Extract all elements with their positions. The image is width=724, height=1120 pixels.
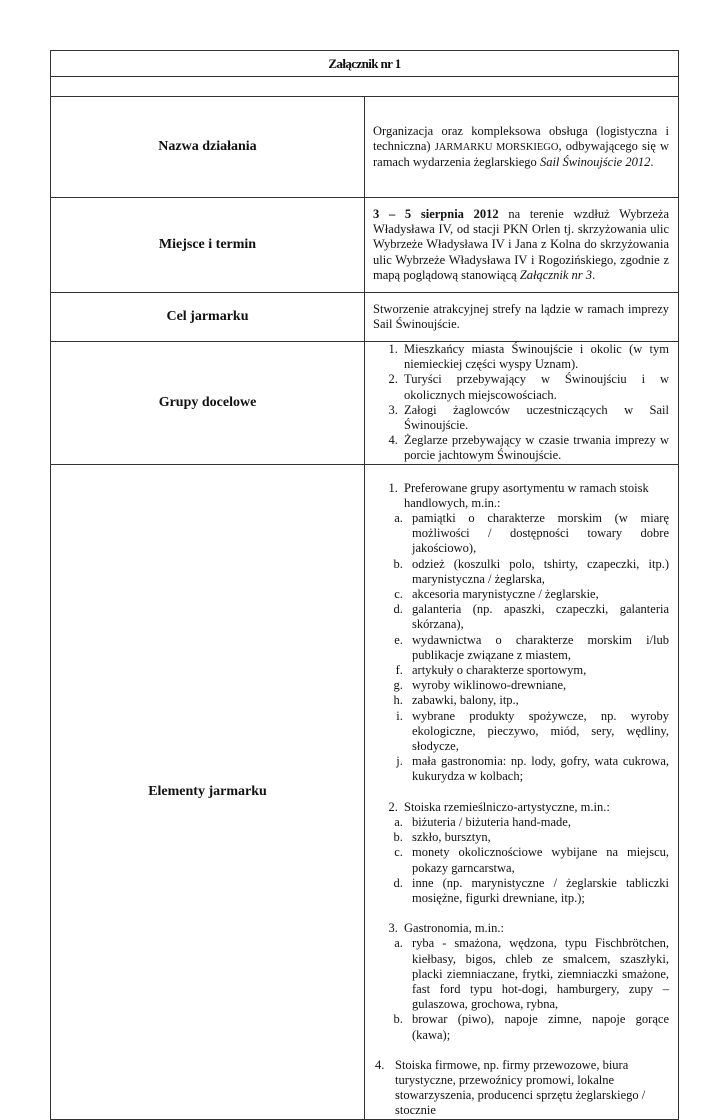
grupy-item: 3. Załogi żaglowców uczestniczących w Sail Świnoujście. — [401, 403, 669, 433]
annex-title: Załącznik nr 1 — [51, 51, 679, 77]
content-cel — [365, 293, 679, 342]
row-elementy — [51, 464, 679, 1119]
elementy-group-1 — [373, 481, 669, 785]
label-nazwa: Nazwa działania — [51, 97, 365, 198]
g4-title: Stoiska firmowe, np. firmy przewozowe, biura turystyczne, przewoźnicy promowi, lokalne stowarzyszenia, producenci sprzętu żeglarskiego / stocznie — [395, 1057, 646, 1118]
row-cel — [51, 293, 679, 342]
g1-item: f. artykuły o charakterze sportowym, — [406, 663, 669, 678]
g3-title: Gastronomia, m.in.: — [404, 921, 504, 936]
nazwa-text-a: Organizacja oraz kompleksowa obsługa (logistyczna i techniczna) — [373, 123, 669, 153]
row-miejsce — [51, 198, 679, 293]
g2-title: Stoiska rzemieślniczo-artystyczne, m.in.: — [404, 799, 610, 814]
g1-item: i. wybrane produkty spożywcze, np. wyroby ekologiczne, pieczywo, miód, sery, wędliny, słodycze, — [406, 709, 669, 755]
label-miejsce: Miejsce i termin — [51, 198, 365, 293]
nazwa-italic: Sail Świnoujście 2012 — [539, 155, 651, 170]
elementy-group-2 — [373, 800, 669, 906]
g3-list — [376, 936, 669, 1042]
g3-item: a. ryba - smażona, wędzona, typu Fischbrötchen, kiełbasy, bigos, chleb ze smalcem, szaszłyki, placki ziemniaczane, frytki, ziemniaczki smażone, fast ford typu hot-dogi, hamburgery, zupy – gulaszowa, grochowa, rybna, — [406, 936, 669, 1012]
annex-table — [50, 50, 679, 1120]
miejsce-end: . — [592, 267, 596, 282]
row-nazwa — [51, 97, 679, 198]
grupy-item: 1. Mieszkańcy miasta Świnoujście i okolic (w tym niemieckiej części wyspy Uznam). — [401, 342, 669, 372]
g1-item: h. zabawki, balony, itp., — [406, 693, 669, 708]
g2-item: d. inne (np. marynistyczne / żeglarskie tabliczki mosiężne, figurki drewniane, itp.); — [406, 876, 669, 906]
g1-item: d. galanteria (np. apaszki, czapeczki, galanteria skórzana), — [406, 602, 669, 632]
g1-item: g. wyroby wiklinowo-drewniane, — [406, 678, 669, 693]
label-grupy: Grupy docelowe — [51, 342, 365, 465]
g2-item: a. biżuteria / biżuteria hand-made, — [406, 815, 669, 830]
row-grupy — [51, 342, 679, 465]
grupy-item: 4. Żeglarze przebywający w czasie trwania imprezy w porcie jachtowym Świnoujście. — [401, 433, 669, 463]
g3-item: b. browar (piwo), napoje zimne, napoje gorące (kawa); — [406, 1012, 669, 1042]
label-cel: Cel jarmarku — [51, 293, 365, 342]
grupy-list — [373, 342, 669, 464]
content-nazwa — [365, 97, 679, 198]
elementy-group-4 — [373, 1058, 669, 1119]
content-miejsce — [365, 198, 679, 293]
g4-number: 4. — [375, 1057, 385, 1072]
content-elementy — [365, 464, 679, 1119]
cel-text: Stworzenie atrakcyjnej strefy na lądzie w ramach imprezy Sail Świnoujście. — [373, 301, 669, 331]
grupy-item: 2. Turyści przebywający w Świnoujściu i w okolicznych miejscowościach. — [401, 372, 669, 402]
g2-item: c. monety okolicznościowe wybijane na miejscu, pokazy garncarstwa, — [406, 845, 669, 875]
g2-item: b. szkło, bursztyn, — [406, 830, 669, 845]
miejsce-italic: Załącznik nr 3 — [519, 267, 593, 282]
nazwa-text-b: , odbywającego się w ramach wydarzenia żeglarskiego — [373, 138, 669, 170]
miejsce-text: na terenie wzdłuż Wybrzeża Władysława IV, od stacji PKN Orlen tj. skrzyżowania ulic Wybrzeże Władysława IV i Jana z Kolna do skrzyżowania ulic Wybrzeże Władysława IV i Rogozińskiego, zgodnie z mapą poglądową stanowiącą — [373, 206, 670, 282]
g1-item: a. pamiątki o charakterze morskim (w miarę możliwości / dostępności towary dobre jakościowo), — [406, 511, 669, 557]
elementy-group-3 — [373, 921, 669, 1043]
nazwa-caps: JARMARKU MORSKIEGO — [434, 141, 559, 153]
g1-title: Preferowane grupy asortymentu w ramach stoisk handlowych, m.in.: — [404, 480, 649, 510]
g1-item: j. mała gastronomia: np. lody, gofry, wata cukrowa, kukurydza w kolbach; — [406, 754, 669, 784]
g1-item: b. odzież (koszulki polo, tshirty, czapeczki, itp.) marynistyczna / żeglarska, — [406, 557, 669, 587]
nazwa-end: . — [650, 155, 654, 170]
content-grupy — [365, 342, 679, 465]
g2-list — [376, 815, 669, 906]
empty-row — [51, 77, 679, 97]
label-elementy: Elementy jarmarku — [51, 464, 365, 1119]
g1-item: c. akcesoria marynistyczne / żeglarskie, — [406, 587, 669, 602]
miejsce-date: 3 – 5 sierpnia 2012 — [373, 206, 499, 221]
g1-list — [376, 511, 669, 785]
g1-item: e. wydawnictwa o charakterze morskim i/lub publikacje związane z miastem, — [406, 633, 669, 663]
